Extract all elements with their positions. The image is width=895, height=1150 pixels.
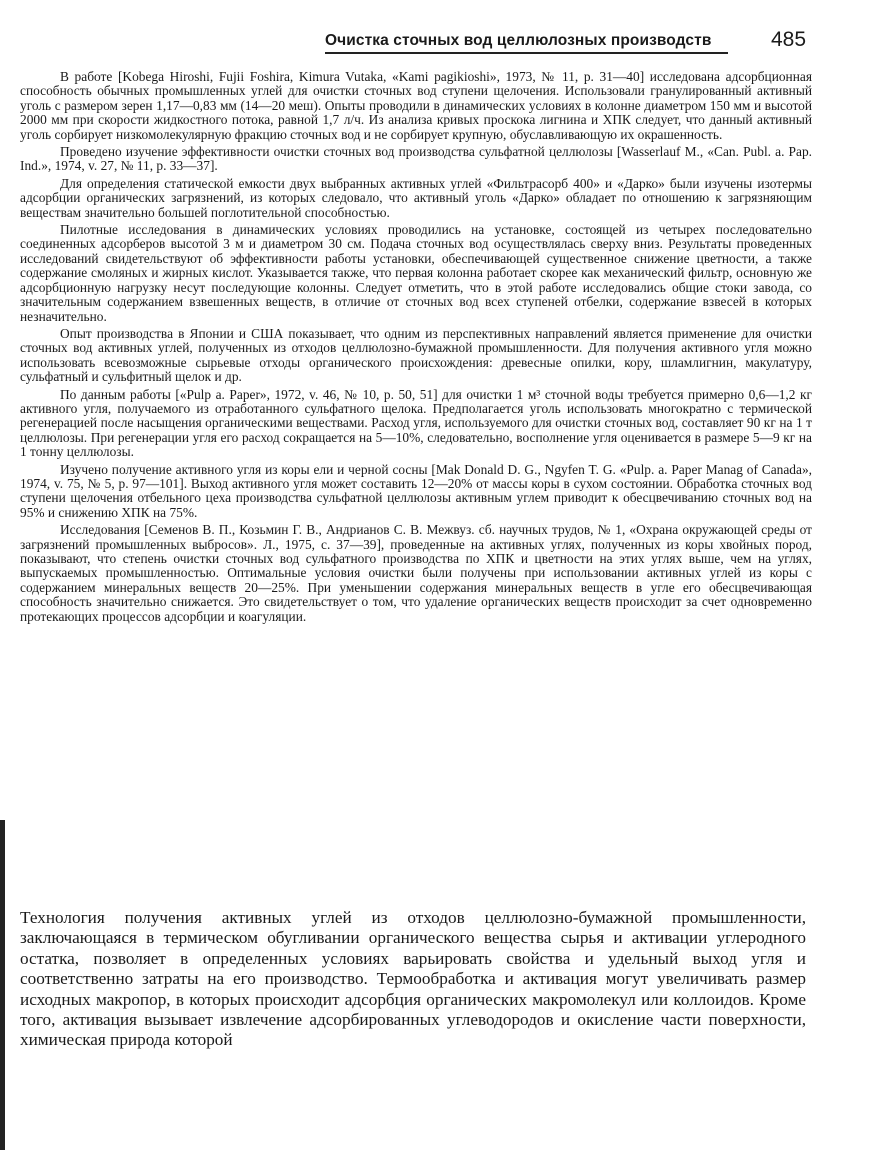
main-text-section xyxy=(20,908,806,1051)
running-title: Очистка сточных вод целлюлозных производств xyxy=(325,32,712,49)
page-binding-edge xyxy=(0,820,5,1150)
small-print-section xyxy=(20,70,812,624)
paragraph-japan-usa: Опыт производства в Японии и США показывает, что одним из перспективных направлений является применение для очистки сточных вод активных углей, полученных из отходов целлюлозно-бумажной промышленности. Для получения активного угля можно использовать всевозможные сырьевые отходы органического происхождения: древесные опилки, кору, шламлигнин, макулатуру, сульфатный и сульфитный щелок и др. xyxy=(20,325,812,385)
header-rule xyxy=(325,52,728,54)
page-number: 485 xyxy=(771,28,807,51)
paragraph-static-capacity: Для определения статической емкости двух выбранных активных углей «Фильтрасорб 400» и «Дарко» были изучены изотермы адсорбции органических загрязнений, из которых следовало, что активный уголь «Дарко» обладает по отношению к загрязняющим веществам значительно большей поглотительной способностью. xyxy=(20,175,812,220)
paragraph-pulp-paper: По данным работы [«Pulp a. Paper», 1972, v. 46, № 10, p. 50, 51] для очистки 1 м³ сточной воды требуется примерно 0,6—1,2 кг активного угля, получаемого из отработанного сульфатного щелока. Предполагается уголь использовать многократно с термической регенерацией после насыщения органическими веществами. Расход угля, используемого для очистки сточных вод, составляет 90 кг на 1 т целлюлозы. При регенерации угля его расход сокращается на 5—10%, следовательно, восполнение угля оценивается в размере 5—9 кг на 1 тонну целлюлозы. xyxy=(20,386,812,460)
page-header xyxy=(0,28,895,62)
paragraph-wasserlauf: Проведено изучение эффективности очистки сточных вод производства сульфатной целлюлозы [Wasserlauf M., «Can. Publ. a. Pap. Ind.», 1974, v. 27, № 11, p. 33—37]. xyxy=(20,144,812,174)
paragraph-pilot-studies: Пилотные исследования в динамических условиях проводились на установке, состоящей из четырех последовательно соединенных адсорберов высотой 3 м и диаметром 30 см. Подача сточных вод осуществлялась сверху вниз. Результаты проведенных исследований свидетельствуют об эффективности работы установки, обеспечивающей существенное снижение цветности, а также содержание смоляных и жирных кислот. Указывается также, что первая колонна работает скорее как механический фильтр, основную же адсорбционную нагрузку несут последующие колонны. Следует отметить, что в этой работе исследовались общие стоки завода, со значительным содержанием взвешенных веществ, в отличие от сточных вод всех ступеней отбелки, содержание взвесей в которых незначительно. xyxy=(20,222,812,324)
paragraph-technology: Технология получения активных углей из отходов целлюлозно-бумажной промышленности, заключающаяся в термическом обугливании органического вещества сырья и активации углеродного остатка, позволяет в определенных условиях варьировать свойства и удельный выход угля и соответственно затраты на его производство. Термообработка и активация могут увеличивать размер исходных макропор, в которых происходит адсорбция органических макромолекул или коллоидов. Кроме того, активация вызывает извлечение адсорбированных углеводородов и окисление части поверхности, химическая природа которой xyxy=(20,908,806,1050)
paragraph-bark-carbon: Изучено получение активного угля из коры ели и черной сосны [Mak Donald D. G., Ngyfen T. G. «Pulp. a. Paper Manag of Canada», 1974, v. 75, № 5, p. 97—101]. Выход активного угля может составить 12—20% от массы коры в сухом состоянии. Обработка сточных вод ступени щелочения отбельного цеха производства сульфатной целлюлозы активным углем приводит к обесцвечиванию сточных вод на 95% и снижению ХПК на 75%. xyxy=(20,461,812,520)
paragraph-semenov: Исследования [Семенов В. П., Козьмин Г. В., Андрианов С. В. Межвуз. сб. научных трудов, № 1, «Охрана окружающей среды от загрязнений промышленных выбросов». Л., 1975, с. 37—39], проведенные на активных углях, полученных из коры хвойных пород, показывают, что степень очистки сточных вод сульфатного производства по ХПК и цветности на этих углях выше, чем на углях, выпускаемых промышленностью. Оптимальные условия очистки были получены при использовании активных углей из коры с содержанием минеральных веществ 20—25%. При уменьшении содержания минеральных веществ в угле его обесцвечивающая способность значительно снижается. Это свидетельствует о том, что удаление органических веществ происходит за счет одновременно протекающих процессов адсорбции и коагуляции. xyxy=(20,522,812,624)
paragraph-kobega: В работе [Kobega Hiroshi, Fujii Foshira, Kimura Vutaka, «Kami pagikioshi», 1973, № 11, p. 31—40] исследована адсорбционная способность обычных промышленных углей для очистки сточных вод ступени щелочения. Использовали гранулированный активный уголь с размером зерен 1,17—0,83 мм (14—20 меш). Опыты проводили в динамических условиях в колонне диаметром 150 мм и высотой 2000 мм при скорости жидкостного потока, равной 1,7 л/ч. Из анализа кривых проскока лигнина и ХПК следует, что данный активный уголь сорбирует низкомолекулярную фракцию сточных вод и не сорбирует крупную, обуславливающую их окрашенность. xyxy=(20,69,812,142)
